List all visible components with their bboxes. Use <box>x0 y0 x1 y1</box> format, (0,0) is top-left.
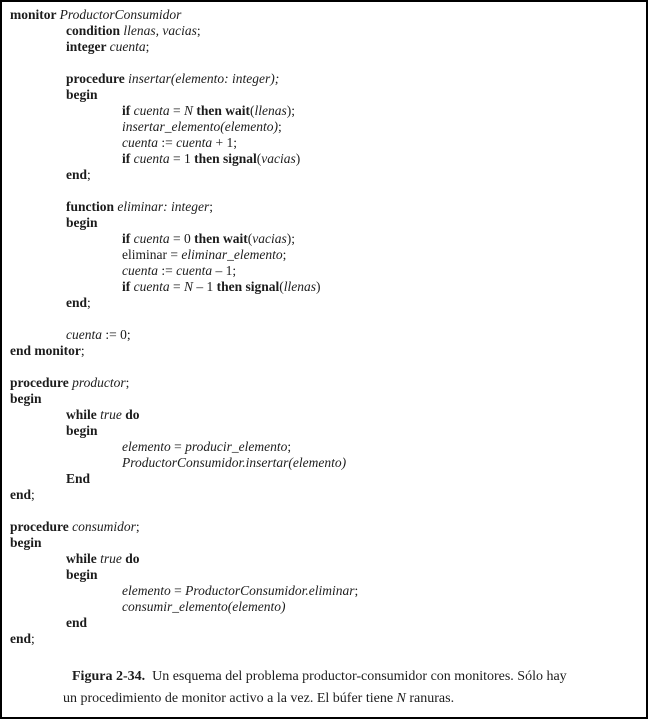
text-segment: insertar(elemento: integer); <box>128 71 280 86</box>
text-segment: cuenta <box>66 327 102 342</box>
text-segment: while <box>66 551 101 566</box>
code-line <box>2 551 646 567</box>
text-segment: – 1 <box>193 279 217 294</box>
text-segment: = 1 <box>169 151 195 166</box>
text-segment: := 0; <box>102 327 131 342</box>
text-segment: ) <box>316 279 321 294</box>
text-segment: ( <box>250 103 255 118</box>
code-line <box>2 119 646 135</box>
code-line <box>2 311 646 327</box>
text-segment: end monitor <box>10 343 81 358</box>
code-line <box>2 519 646 535</box>
code-line <box>2 39 646 55</box>
code-line <box>2 567 646 583</box>
text-segment: ranuras. <box>405 691 455 706</box>
text-segment: cuenta <box>176 263 213 278</box>
code-line <box>2 199 646 215</box>
text-segment: ( <box>256 151 262 166</box>
text-segment: + 1; <box>212 135 237 150</box>
text-segment: integer <box>66 39 110 54</box>
text-segment: cuenta <box>133 103 170 118</box>
text-segment: while <box>66 407 101 422</box>
code-line <box>2 231 646 247</box>
text-segment: then wait <box>196 103 251 118</box>
text-segment: vacias <box>261 151 296 166</box>
text-segment: llenas <box>254 103 287 118</box>
text-segment: ; <box>135 519 140 534</box>
text-segment: ; <box>87 167 91 182</box>
code-line <box>2 343 646 359</box>
text-segment: begin <box>10 391 42 406</box>
pseudocode-listing <box>2 7 646 647</box>
text-segment: procedure <box>10 519 73 534</box>
text-segment: ( <box>247 231 253 246</box>
code-line <box>2 487 646 503</box>
text-segment: llenas, vacias <box>123 23 197 38</box>
code-line <box>2 167 646 183</box>
code-line <box>2 183 646 199</box>
text-segment: ); <box>286 103 296 118</box>
code-line <box>2 327 646 343</box>
text-segment: ) <box>295 151 301 166</box>
code-line <box>2 583 646 599</box>
text-segment: N <box>184 279 194 294</box>
text-segment: – 1; <box>212 263 237 278</box>
text-segment: ; <box>31 487 35 502</box>
caption-line <box>2 666 646 688</box>
text-segment: end <box>66 615 88 630</box>
text-segment: eliminar_elemento <box>181 247 283 262</box>
text-segment: then wait <box>194 231 248 246</box>
text-segment: function <box>66 199 118 214</box>
text-segment: elemento <box>122 439 171 454</box>
text-segment: eliminar: integer <box>117 199 210 214</box>
text-segment: begin <box>66 567 98 582</box>
text-segment: ; <box>145 39 150 54</box>
text-segment: end <box>10 487 32 502</box>
text-segment: = <box>169 103 184 118</box>
text-segment: elemento <box>122 583 171 598</box>
code-line <box>2 599 646 615</box>
code-line <box>2 423 646 439</box>
code-line <box>2 103 646 119</box>
text-segment: monitor <box>10 7 60 22</box>
code-line <box>2 71 646 87</box>
code-line <box>2 407 646 423</box>
code-line <box>2 455 646 471</box>
text-segment: condition <box>66 23 124 38</box>
code-line <box>2 7 646 23</box>
text-segment: := <box>158 135 177 150</box>
code-line <box>2 23 646 39</box>
text-segment: eliminar = <box>122 247 182 262</box>
text-segment: ProductorConsumidor.eliminar <box>185 583 355 598</box>
text-segment: ; <box>125 375 130 390</box>
text-segment: end <box>66 167 88 182</box>
code-line <box>2 535 646 551</box>
caption-line <box>2 688 646 710</box>
figure-caption <box>2 666 646 710</box>
text-segment: productor <box>72 375 126 390</box>
text-segment: producir_elemento <box>185 439 288 454</box>
text-segment: true <box>100 407 122 422</box>
text-segment: = 0 <box>169 231 195 246</box>
text-segment: if <box>122 279 134 294</box>
text-segment: N <box>396 691 406 706</box>
text-segment: if <box>122 103 134 118</box>
code-line <box>2 439 646 455</box>
text-segment: ; <box>87 295 91 310</box>
code-line <box>2 263 646 279</box>
code-line <box>2 615 646 631</box>
code-line <box>2 247 646 263</box>
text-segment: vacias <box>252 231 287 246</box>
code-line <box>2 391 646 407</box>
text-segment: cuenta <box>122 135 158 150</box>
text-segment: llenas <box>283 279 317 294</box>
text-segment: ); <box>286 231 295 246</box>
text-segment: insertar_elemento(elemento) <box>122 119 278 134</box>
code-line <box>2 471 646 487</box>
text-segment: Un esquema del problema productor-consumidor con monitores. Sólo hay <box>152 669 567 684</box>
code-line <box>2 151 646 167</box>
code-line <box>2 295 646 311</box>
code-line <box>2 631 646 647</box>
text-segment: begin <box>10 535 42 550</box>
code-line <box>2 135 646 151</box>
text-segment: end <box>10 631 32 646</box>
text-segment: ; <box>80 343 85 358</box>
text-segment: = <box>170 583 186 598</box>
text-segment: consumidor <box>72 519 136 534</box>
text-segment: true <box>100 551 122 566</box>
text-segment: cuenta <box>109 39 146 54</box>
text-segment: ; <box>354 583 359 598</box>
text-segment: begin <box>66 215 98 230</box>
text-segment: N <box>184 103 194 118</box>
code-line <box>2 503 646 519</box>
text-segment: cuenta <box>133 231 170 246</box>
text-segment: ; <box>287 439 292 454</box>
code-line <box>2 359 646 375</box>
text-segment: cuenta <box>133 151 170 166</box>
text-segment: End <box>66 471 91 486</box>
text-segment: cuenta <box>122 263 158 278</box>
text-segment: ; <box>196 23 201 38</box>
text-segment: := <box>158 263 177 278</box>
text-segment: do <box>125 407 140 422</box>
text-segment: ; <box>31 631 35 646</box>
code-line <box>2 375 646 391</box>
text-segment: begin <box>66 423 98 438</box>
text-segment: do <box>125 551 140 566</box>
text-segment: if <box>122 231 134 246</box>
text-segment: ProductorConsumidor <box>59 7 182 22</box>
text-segment: ; <box>277 119 282 134</box>
code-line <box>2 215 646 231</box>
code-line <box>2 87 646 103</box>
text-segment: begin <box>66 87 98 102</box>
text-segment: ; <box>282 247 287 262</box>
text-segment: procedure <box>10 375 73 390</box>
text-segment: ( <box>279 279 284 294</box>
text-segment: ProductorConsumidor.insertar(elemento) <box>122 455 347 470</box>
code-line <box>2 279 646 295</box>
text-segment: ; <box>209 199 214 214</box>
text-segment: cuenta <box>176 135 213 150</box>
text-segment: = <box>169 279 184 294</box>
caption-label: Figura 2-34. <box>72 669 146 684</box>
text-segment: then signal <box>194 151 257 166</box>
text-segment: = <box>170 439 186 454</box>
text-segment: consumir_elemento(elemento) <box>122 599 286 614</box>
text-segment: if <box>122 151 134 166</box>
text-segment: cuenta <box>133 279 170 294</box>
text-segment: procedure <box>66 71 129 86</box>
text-segment: un procedimiento de monitor activo a la vez. El búfer tiene <box>63 691 397 706</box>
code-line <box>2 55 646 71</box>
text-segment: then signal <box>216 279 280 294</box>
text-segment: end <box>66 295 88 310</box>
